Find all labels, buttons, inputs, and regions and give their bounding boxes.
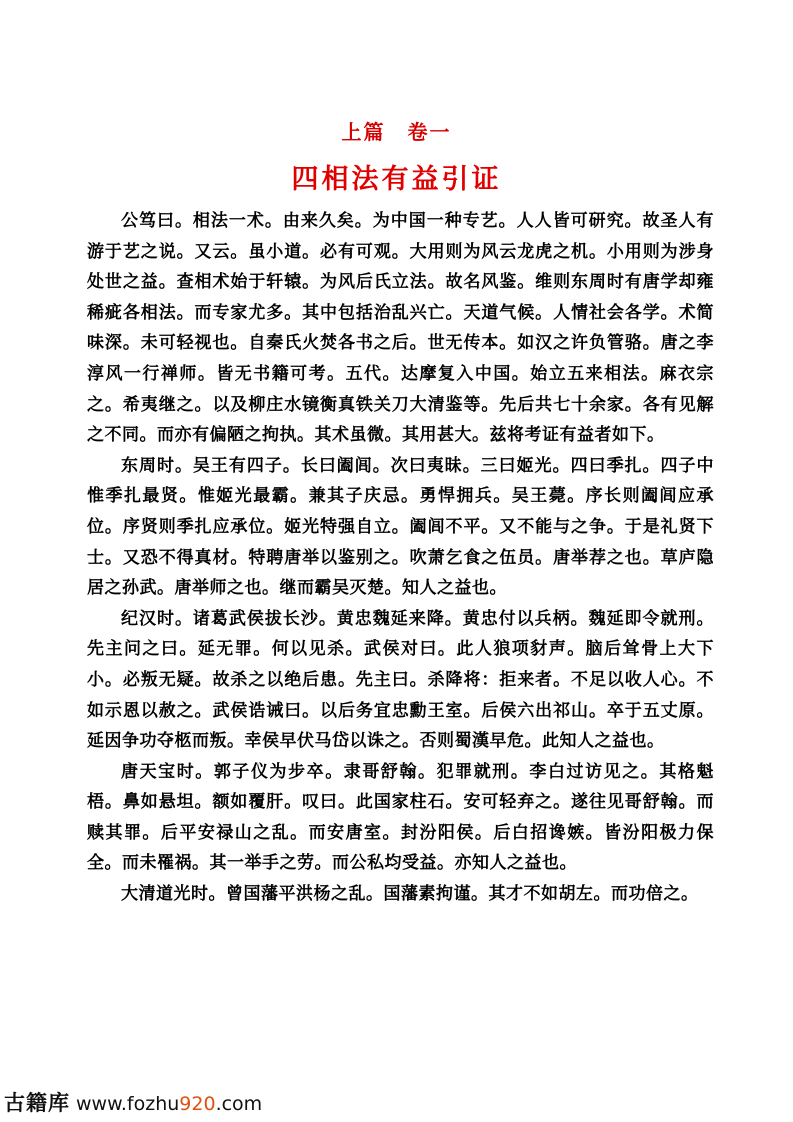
site-url-number: 920 (179, 1093, 216, 1115)
site-name: 古籍库 (4, 1091, 70, 1115)
section-label: 上篇 卷一 (341, 120, 452, 144)
body-text (87, 206, 714, 910)
paragraph: 唐天宝时。郭子仪为步卒。隶哥舒翰。犯罪就刑。李白过访见之。其格魁梧。鼻如悬坦。额如覆肝。叹曰。此国家柱石。安可轻弃之。遂往见哥舒翰。而赎其罪。后平安禄山之乱。而安唐室。封汾阳侯。后白招谗嫉。皆汾阳极力保全。而未罹祸。其一举手之劳。而公私均受益。亦知人之益也。 (87, 761, 714, 874)
site-url-suffix: .com (215, 1093, 263, 1115)
site-url-prefix: www.fozhu (76, 1093, 180, 1115)
chapter-title: 四相法有益引证 (291, 164, 502, 195)
paragraph: 东周时。吴王有四子。长曰阖闾。次曰夷昧。三曰姬光。四曰季扎。四子中惟季扎最贤。惟姬光最霸。兼其子庆忌。勇悍拥兵。吴王薨。序长则阖闾应承位。序贤则季扎应承位。姬光特强自立。阖闾不平。又不能与之争。于是礼贤下士。又恐不得真材。特聘唐举以鉴别之。吹萧乞食之伍员。唐举荐之也。草庐隐居之孙武。唐举师之也。继而霸吴灭楚。知人之益也。 (87, 455, 714, 599)
footer-watermark-logo (4, 1088, 262, 1118)
paragraph: 公笃曰。相法一术。由来久矣。为中国一种专艺。人人皆可研究。故圣人有游于艺之说。又云。虽小道。必有可观。大用则为风云龙虎之机。小用则为涉身处世之益。查相术始于轩辕。为风后氏立法。故名风鉴。维则东周时有唐学却雍稀疵各相法。而专家尤多。其中包括治乱兴亡。天道气候。人情社会各学。术简味深。未可轻视也。自秦氏火焚各书之后。世无传本。如汉之许负管骆。唐之李淳风一行禅师。皆无书籍可考。五代。达摩复入中国。始立五来相法。麻衣宗之。希夷继之。以及柳庄水镜衡真铁关刀大清鉴等。先后共七十余家。各有见解之不同。而亦有偏陋之拘执。其术虽微。其用甚大。兹将考证有益者如下。 (87, 211, 714, 446)
paragraph: 大清道光时。曾国藩平洪杨之乱。国藩素拘谨。其才不如胡左。而功倍之。 (121, 884, 699, 905)
paragraph: 纪汉时。诸葛武侯拔长沙。黄忠魏延来降。黄忠付以兵柄。魏延即令就刑。先主问之曰。延无罪。何以见杀。武侯对曰。此人狼项豺声。脑后耸骨上大下小。必叛无疑。故杀之以绝后患。先主曰。杀降将：拒来者。不足以收人心。不如示恩以赦之。武侯诰诫曰。以后务宜忠勳王室。后侯六出祁山。卒于五丈原。延因争功夺柩而叛。幸侯早伏马岱以诛之。否则蜀漢早危。此知人之益也。 (87, 608, 714, 752)
site-url (76, 1093, 262, 1115)
